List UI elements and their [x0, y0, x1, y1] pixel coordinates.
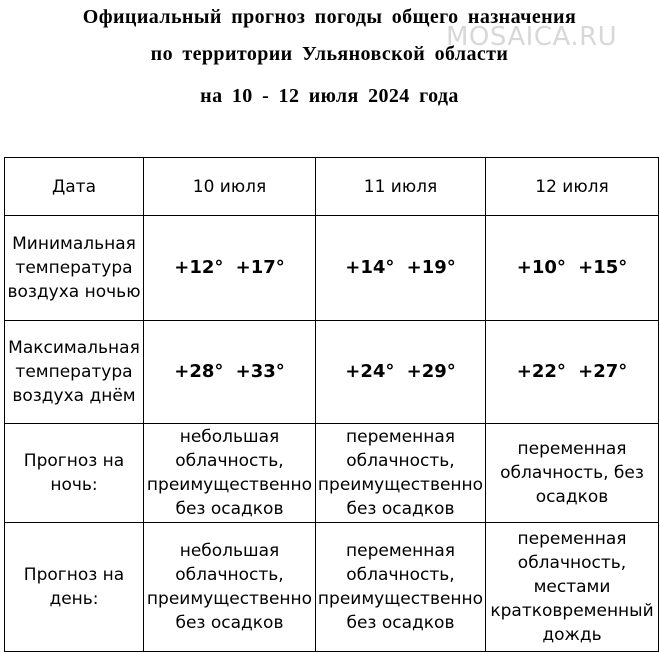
temp-range: +24° +29°	[345, 361, 456, 382]
title-line-3: на 10 - 12 июля 2024 года	[200, 85, 459, 107]
forecast-text: переменная облачность, преимущественно без осадков	[317, 541, 484, 633]
temp-range: +10° +15°	[516, 257, 628, 278]
table-row-max-temp	[5, 321, 659, 424]
header-cell-day-3: 12 июля	[486, 158, 659, 216]
table-row-min-temp	[5, 216, 659, 321]
temp-range: +28° +33°	[174, 361, 285, 382]
title-line-1: Официальный прогноз погоды общего назначения	[82, 6, 577, 28]
forecast-table	[4, 157, 659, 652]
max-temp-day-2	[316, 321, 486, 424]
min-temp-day-1	[144, 216, 316, 321]
night-forecast-day-3	[486, 424, 659, 523]
max-temp-day-1	[144, 321, 316, 424]
temp-range: +12° +17°	[174, 257, 285, 278]
temp-range: +22° +27°	[516, 361, 628, 382]
row-label-min-temp	[5, 216, 144, 321]
forecast-text: небольшая облачность, преимущественно без осадков	[146, 427, 313, 519]
forecast-text: переменная облачность, местами кратковременный дождь	[490, 529, 654, 645]
row-label-night	[5, 424, 144, 523]
min-temp-day-2	[316, 216, 486, 321]
temp-range: +14° +19°	[345, 257, 456, 278]
night-forecast-day-1	[144, 424, 316, 523]
row-label-text: Прогноз на ночь:	[23, 451, 125, 495]
row-label-text: Минимальная температура воздуха ночью	[7, 234, 141, 302]
day-forecast-day-1	[144, 523, 316, 652]
row-label-text: Прогноз на день:	[23, 565, 125, 609]
forecast-text: небольшая облачность, преимущественно без осадков	[146, 541, 313, 633]
header-cell-day-2: 11 июля	[316, 158, 486, 216]
night-forecast-day-2	[316, 424, 486, 523]
table-row-night-forecast	[5, 424, 659, 523]
row-label-max-temp	[5, 321, 144, 424]
watermark: MOSAICA.RU	[446, 22, 618, 52]
header-cell-day-1: 10 июля	[144, 158, 316, 216]
forecast-text: переменная облачность, преимущественно без осадков	[317, 427, 484, 519]
row-label-day	[5, 523, 144, 652]
day-forecast-day-3	[486, 523, 659, 652]
max-temp-day-3	[486, 321, 659, 424]
table-row-day-forecast	[5, 523, 659, 652]
title-line-2: по территории Ульяновской области	[150, 43, 509, 65]
day-forecast-day-2	[316, 523, 486, 652]
min-temp-day-3	[486, 216, 659, 321]
header-cell-date: Дата	[5, 158, 144, 216]
table-row-header	[5, 158, 659, 216]
row-label-text: Максимальная температура воздуха днём	[8, 338, 140, 406]
forecast-text: переменная облачность, без осадков	[500, 439, 644, 507]
